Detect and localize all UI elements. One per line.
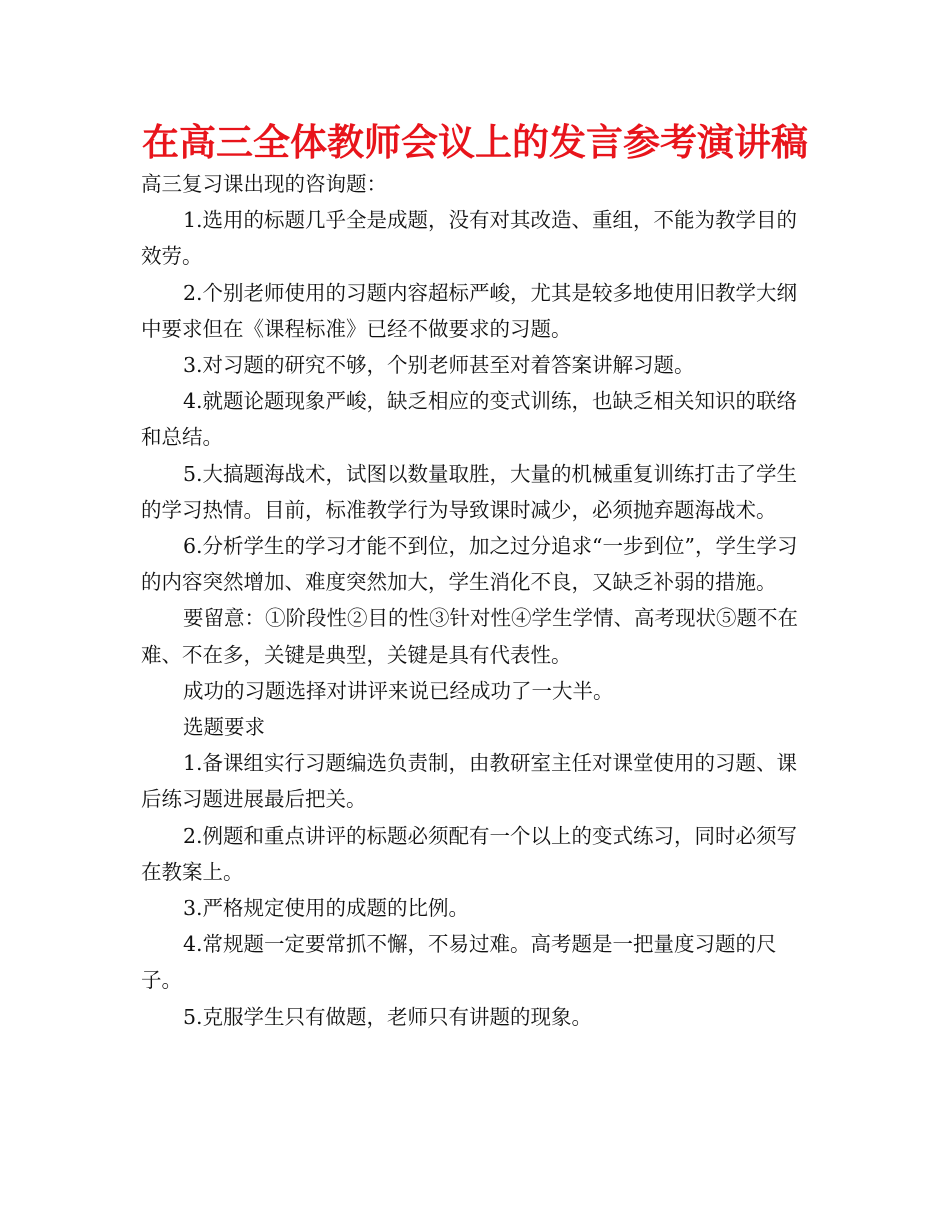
document-body [141,166,813,1035]
paragraph-heading: 高三复习课出现的咨询题： [141,172,387,196]
paragraph-item: 4.就题论题现象严峻，缺乏相应的变式训练，也缺乏相关知识的联络和总结。 [141,389,798,450]
paragraph-item: 2.例题和重点讲评的标题必须配有一个以上的变式练习，同时必须写在教案上。 [141,823,798,884]
paragraph-item: 5.克服学生只有做题，老师只有讲题的现象。 [183,1004,593,1029]
paragraph-note: 要留意：①阶段性②目的性③针对性④学生学情、高考现状⑤题不在难、不在多，关键是典型，关键是具有代表性。 [141,606,798,667]
paragraph-item: 3.对习题的研究不够，个别老师甚至对着答案讲解习题。 [183,353,695,378]
paragraph-item: 2.个别老师使用的习题内容超标严峻，尤其是较多地使用旧教学大纲中要求但在《课程标准》已经不做要求的习题。 [141,280,798,341]
paragraph-item: 1.选用的标题几乎全是成题，没有对其改造、重组，不能为教学目的效劳。 [141,208,798,269]
section-heading: 选题要求 [183,715,265,740]
paragraph-item: 1.备课组实行习题编选负责制，由教研室主任对课堂使用的习题、课后练习题进展最后把关。 [141,751,798,812]
document-title: 在高三全体教师会议上的发言参考演讲稿 [142,121,808,164]
paragraph-note: 成功的习题选择对讲评来说已经成功了一大半。 [183,678,614,703]
paragraph-item: 5.大搞题海战术，试图以数量取胜，大量的机械重复训练打击了学生的学习热情。目前，标准教学行为导致课时减少，必须抛弃题海战术。 [141,461,798,522]
paragraph-item: 3.严格规定使用的成题的比例。 [183,896,470,921]
paragraph-item: 6.分析学生的学习才能不到位，加之过分追求“一步到位”，学生学习的内容突然增加、难度突然加大，学生消化不良，又缺乏补弱的措施。 [141,534,798,595]
paragraph-item: 4.常规题一定要常抓不懈，不易过难。高考题是一把量度习题的尺子。 [141,932,777,993]
